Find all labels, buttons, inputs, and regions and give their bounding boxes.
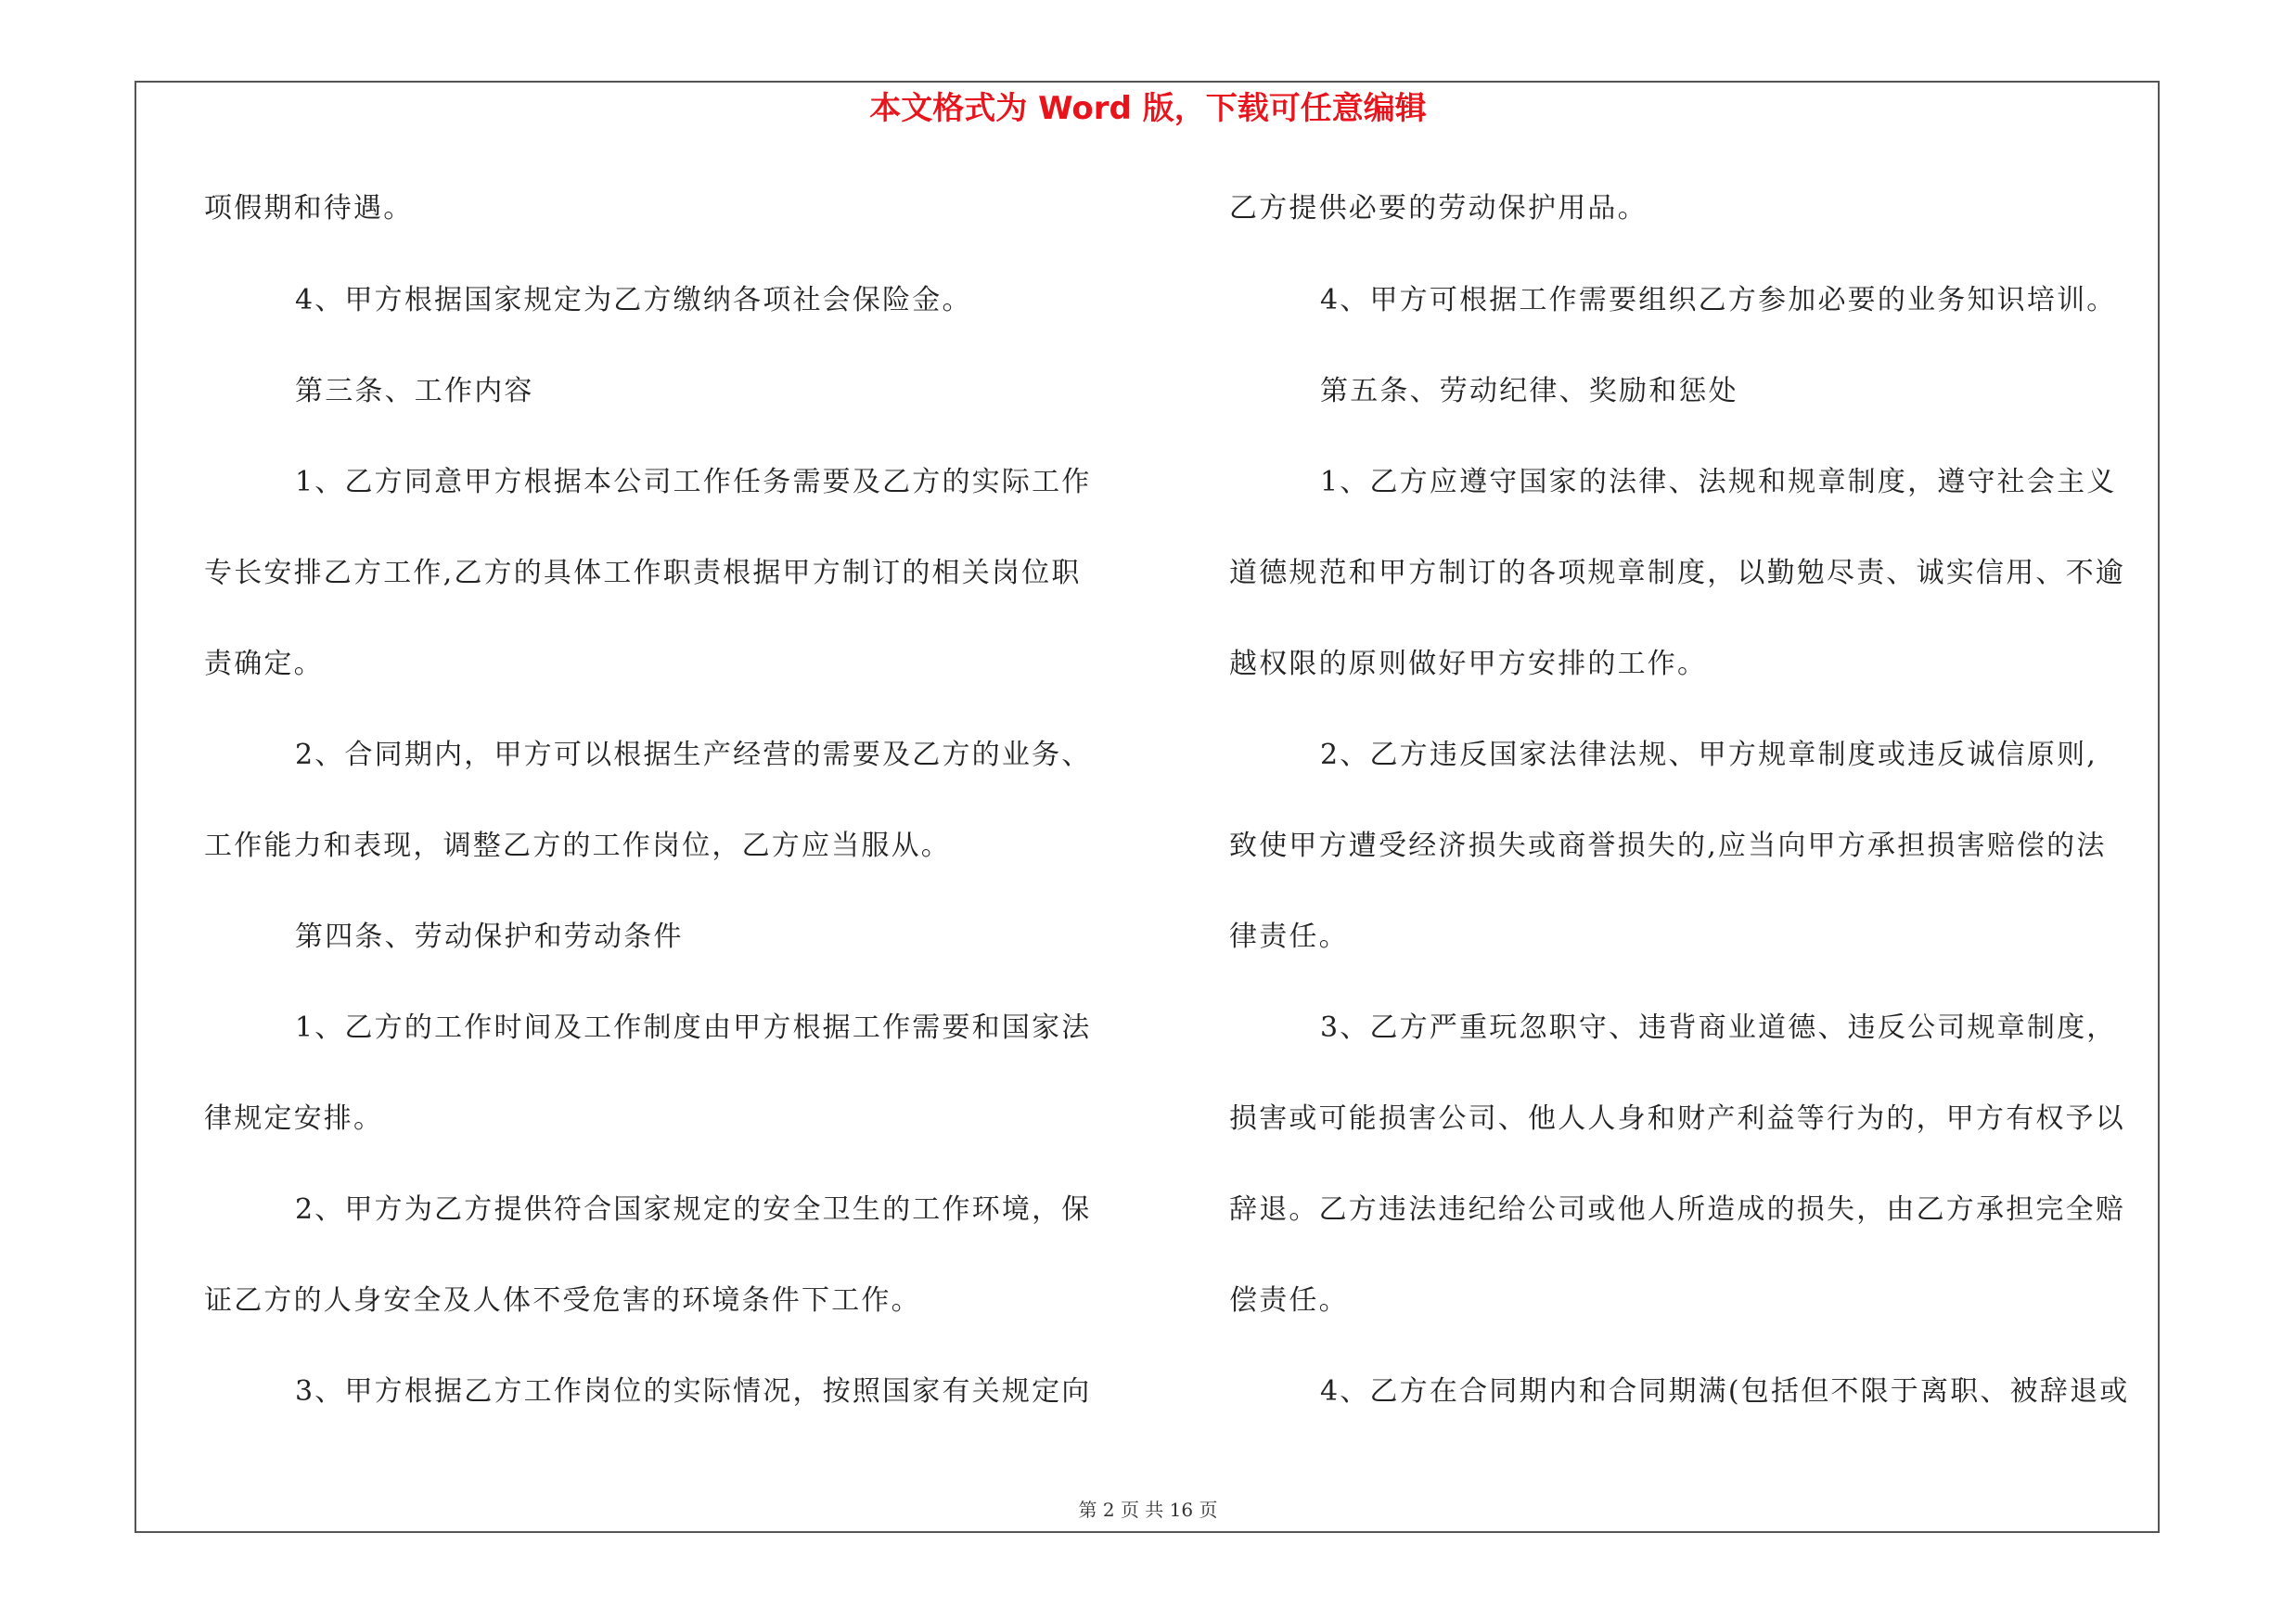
paragraph-line: 2、乙方违反国家法律法规、甲方规章制度或违反诚信原则, — [1320, 739, 2098, 771]
paragraph-line: 辞退。乙方违法违纪给公司或他人所造成的损失，由乙方承担完全赔 — [1229, 1193, 2125, 1226]
paragraph-line: 律责任。 — [1229, 921, 1349, 953]
paragraph-line: 4、乙方在合同期内和合同期满(包括但不限于离职、被辞退或 — [1320, 1375, 2130, 1408]
paragraph-line: 4、甲方可根据工作需要组织乙方参加必要的业务知识培训。 — [1320, 284, 2117, 316]
section-heading: 第三条、工作内容 — [295, 375, 534, 407]
paragraph-line: 道德规范和甲方制订的各项规章制度，以勤勉尽责、诚实信用、不逾 — [1229, 557, 2125, 589]
section-heading: 第四条、劳动保护和劳动条件 — [295, 921, 684, 953]
paragraph-line: 1、乙方同意甲方根据本公司工作任务需要及乙方的实际工作 — [295, 466, 1092, 498]
page-number-footer: 第 2 页 共 16 页 — [1078, 1499, 1218, 1521]
paragraph-line: 1、乙方的工作时间及工作制度由甲方根据工作需要和国家法 — [295, 1011, 1092, 1044]
paragraph-line: 工作能力和表现，调整乙方的工作岗位，乙方应当服从。 — [204, 830, 951, 862]
paragraph-line: 越权限的原则做好甲方安排的工作。 — [1229, 648, 1708, 680]
paragraph-line: 责确定。 — [204, 648, 324, 680]
paragraph-line: 乙方提供必要的劳动保护用品。 — [1229, 192, 1648, 225]
paragraph-line: 1、乙方应遵守国家的法律、法规和规章制度，遵守社会主义 — [1320, 466, 2117, 498]
format-notice-banner: 本文格式为 Word 版，下载可任意编辑 — [869, 90, 1427, 127]
paragraph-line: 损害或可能损害公司、他人人身和财产利益等行为的，甲方有权予以 — [1229, 1102, 2125, 1135]
paragraph-line: 4、甲方根据国家规定为乙方缴纳各项社会保险金。 — [295, 284, 972, 316]
paragraph-line: 证乙方的人身安全及人体不受危害的环境条件下工作。 — [204, 1284, 921, 1317]
paragraph-line: 偿责任。 — [1229, 1284, 1349, 1317]
paragraph-line: 项假期和待遇。 — [204, 192, 414, 225]
paragraph-line: 3、乙方严重玩忽职守、违背商业道德、违反公司规章制度， — [1320, 1011, 2117, 1044]
paragraph-line: 2、合同期内，甲方可以根据生产经营的需要及乙方的业务、 — [295, 739, 1092, 771]
paragraph-line: 3、甲方根据乙方工作岗位的实际情况，按照国家有关规定向 — [295, 1375, 1092, 1408]
section-heading: 第五条、劳动纪律、奖励和惩处 — [1320, 375, 1738, 407]
paragraph-line: 致使甲方遭受经济损失或商誉损失的,应当向甲方承担损害赔偿的法 — [1229, 830, 2107, 862]
paragraph-line: 律规定安排。 — [204, 1102, 384, 1135]
paragraph-line: 专长安排乙方工作,乙方的具体工作职责根据甲方制订的相关岗位职 — [204, 557, 1082, 589]
paragraph-line: 2、甲方为乙方提供符合国家规定的安全卫生的工作环境，保 — [295, 1193, 1092, 1226]
